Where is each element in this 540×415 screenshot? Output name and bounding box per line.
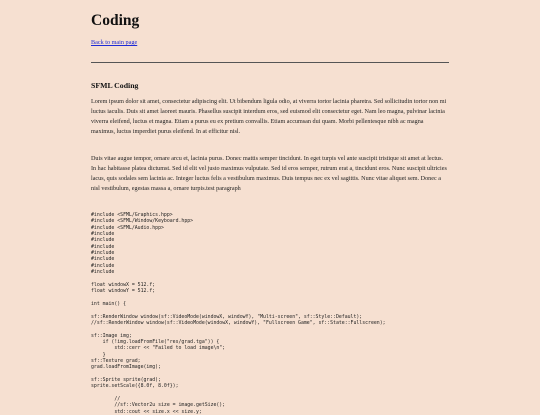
page-title: Coding — [91, 12, 140, 29]
code-block: #include <SFML/Graphics.hpp> #include <SFML/Window/Keyboard.hpp> #include <SFML/Audio.hpp> #include #include #include #include #include #include #include float windowX = 512.f; float windowY = 512.f; int main() { sf::RenderWindow window(sf::VideoMode(windowX, windowY), "Multi-screen", sf::Style::Default); //sf::RenderWindow window(sf::VideoMode(windowX, windowY), "Fullscreen Game", sf::State::Fullscreen); sf::Image img; if (!img.loadFromFile("res/grad.tga")) { std::cerr << "Failed to load image\n"; } sf::Texture grad; grad.loadFromImage(img); sf::Sprite sprite(grad); sprite.setScale({8.0f, 8.0f}); // //sf::Vector2u size = image.getSize(); std::cout << size.x << size.y; — [91, 212, 386, 415]
section-title: SFML Coding — [91, 81, 139, 90]
back-to-main-link[interactable]: Back to main page — [91, 39, 138, 46]
paragraph-1: Lorem ipsum dolor sit amet, consectetur adipiscing elit. Ut bibendum ligula odio, at viverra tortor lacinia pharetra. Sed sollicitudin tortor non mi luctus iaculis. Duis sit amet laoreet mauris. Phasellus suscipit interdum eros, sed euismod elit consectetur eget. Nam leo magna, pulvinar lacinia viverra eleifend, luctus et magna. Etiam a purus eu ex pretium convallis. Etiam accumsan dui quam. Morbi pellentesque nibh ac magna maximus, luctus imperdiet purus eleifend. In at efficitur nisl. — [91, 99, 447, 135]
paragraph-2: Duis vitae augue tempor, ornare arcu et, lacinia purus. Donec mattis semper tincidunt. In eget turpis vel ante suscipit tristique sit amet at lectus. In hac habitasse platea dictumst. Sed id elit vel justo maximus vulputate. Sed id eros semper, rutrum erat a, tincidunt eros. Nunc suscipit ultricies lacus, quis sodales sem lacinia ac. Integer luctus felis a vestibulum maximus. Duis tempus nec ex vel sagittis. Nunc vitae aliquet sem. Donec a nisl vestibulum, egestas massa a, ornare turpis.test paragraph — [91, 156, 447, 192]
divider — [91, 62, 449, 63]
